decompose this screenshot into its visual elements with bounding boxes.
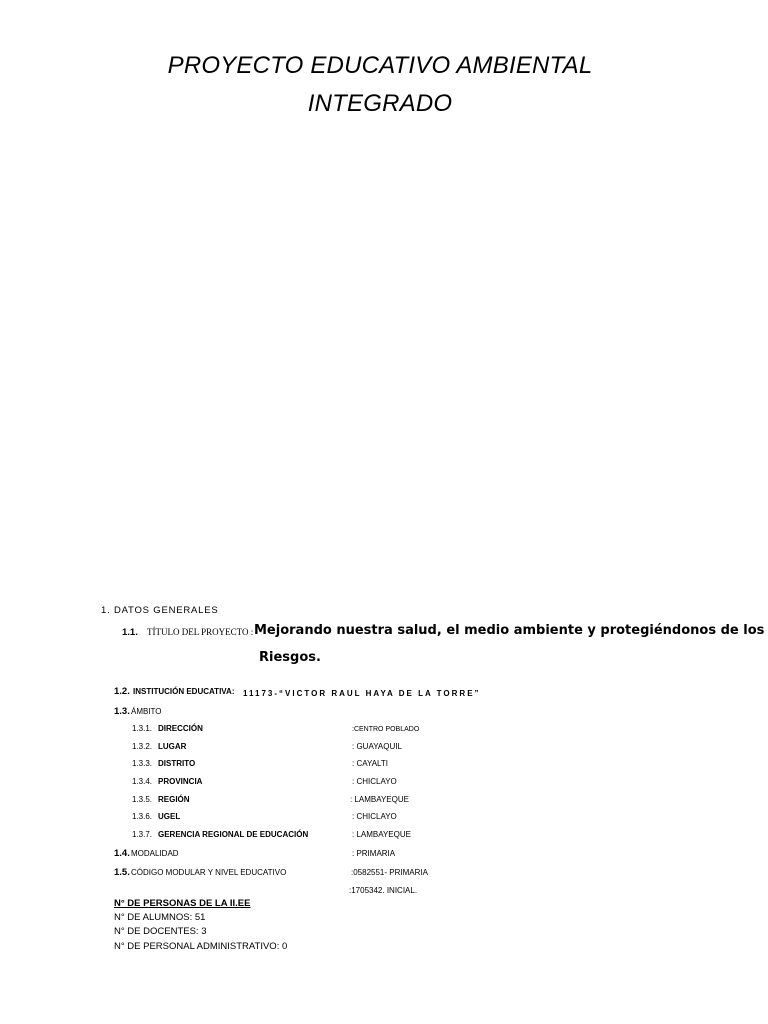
ambito-item-number: 1.3.5. [132,795,153,804]
ambito-number: 1.3. [114,706,130,717]
personas-administrativo: N° DE PERSONAL ADMINISTRATIVO: 0 [114,941,288,952]
codigo-label: CÓDIGO MODULAR Y NIVEL EDUCATIVO [131,868,287,877]
codigo-value-line2: :1705342. INICIAL. [349,886,418,895]
ambito-item-label: LUGAR [158,742,187,751]
personas-docentes: N° DE DOCENTES: 3 [114,926,207,937]
ambito-item-value: :CENTRO POBLADO [352,726,420,733]
ambito-item-value: : CHICLAYO [352,812,397,821]
ambito-item-value: : GUAYAQUIL [352,742,402,751]
ambito-item-number: 1.3.6. [132,812,153,821]
section-heading: 1. DATOS GENERALES [101,605,219,616]
ambito-label: ÁMBITO [131,707,162,716]
ambito-item-value: : LAMBAYEQUE [350,795,409,804]
ambito-item-label: UGEL [158,812,181,821]
project-title-value-line2: Riesgos. [259,650,321,665]
modalidad-value: : PRIMARIA [352,849,396,858]
modalidad-label: MODALIDAD [131,849,179,858]
institution-number: 1.2. [114,686,130,697]
modalidad-number: 1.4. [114,848,130,859]
ambito-item-value: : CHICLAYO [352,777,397,786]
ambito-item-number: 1.3.2. [132,742,153,751]
ambito-item-number: 1.3.4. [132,777,153,786]
ambito-item-value: : LAMBAYEQUE [352,830,411,839]
project-title-number: 1.1. [122,627,138,638]
document-title-line1: PROYECTO EDUCATIVO AMBIENTAL [167,52,593,79]
ambito-item-number: 1.3.1. [132,724,153,733]
ambito-item-label: DIRECCIÓN [158,724,203,733]
ambito-item-label: GERENCIA REGIONAL DE EDUCACIÓN [158,830,309,839]
personas-heading: N° DE PERSONAS DE LA II.EE [114,898,251,909]
project-title-label: TÍTULO DEL PROYECTO : [147,627,254,637]
ambito-item-value: : CAYALTI [352,759,389,768]
personas-alumnos: N° DE ALUMNOS: 51 [114,912,206,923]
ambito-item-label: REGIÓN [158,795,190,804]
ambito-item-label: DISTRITO [158,759,196,768]
codigo-value-line1: :0582551- PRIMARIA [351,868,428,877]
project-title-value-line1: Mejorando nuestra salud, el medio ambiente y protegiéndonos de los [254,623,765,638]
ambito-item-label: PROVINCIA [158,777,203,786]
ambito-item-number: 1.3.7. [132,830,153,839]
institution-label: INSTITUCIÓN EDUCATIVA: [133,687,235,696]
document-title-line2: INTEGRADO [307,90,453,117]
institution-value: 11173-“VICTOR RAUL HAYA DE LA TORRE” [243,689,481,698]
codigo-number: 1.5. [114,867,130,878]
ambito-item-number: 1.3.3. [132,759,153,768]
